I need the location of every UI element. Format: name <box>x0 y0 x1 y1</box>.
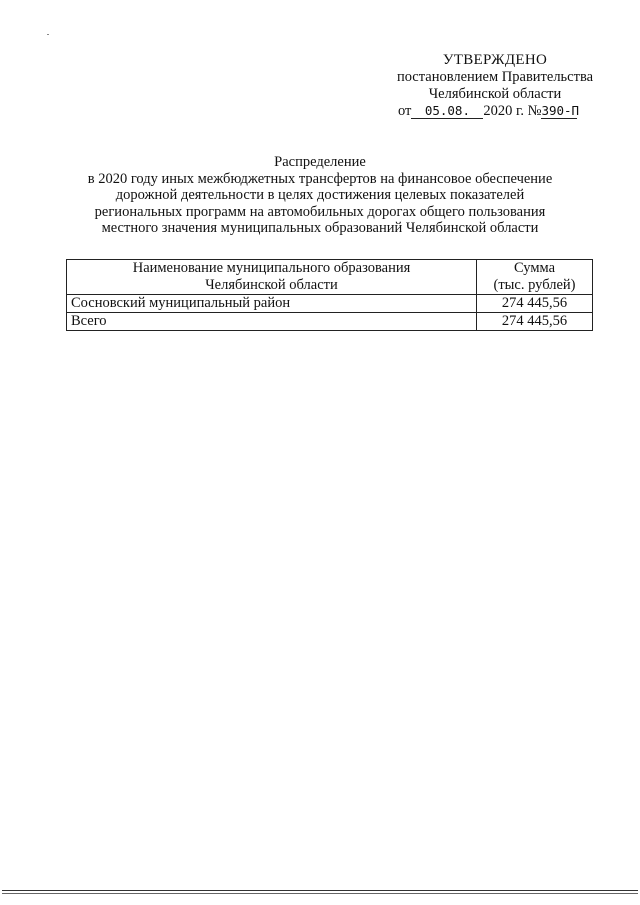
approval-line-government: постановлением Правительства <box>396 69 594 85</box>
scan-speck <box>47 34 49 35</box>
heading-line-4: региональных программ на автомобильных дорогах общего пользования <box>94 203 546 220</box>
column-header-municipality-line1: Наименование муниципального образования <box>132 260 411 276</box>
column-header-sum-line2: (тыс. рублей) <box>493 277 576 293</box>
total-label: Всего <box>67 313 477 331</box>
row-sum-value: 274 445,56 <box>477 295 593 313</box>
heading-line-1: Распределение <box>274 154 366 170</box>
column-header-municipality-line2: Челябинской области <box>205 277 338 293</box>
column-header-municipality <box>67 260 477 295</box>
table-header-row <box>67 260 593 295</box>
heading-line-2: в 2020 году иных межбюджетных трансфертов на финансовое обеспечение <box>87 170 553 187</box>
year-number-label: 2020 г. № <box>483 103 542 119</box>
column-header-sum <box>477 260 593 295</box>
table-row-total <box>67 313 593 331</box>
from-label: от <box>398 103 412 119</box>
heading-line-3: дорожной деятельности в целях достижения целевых показателей <box>115 187 525 203</box>
row-municipality-name: Сосновский муниципальный район <box>67 295 477 313</box>
number-field: 390-П <box>541 103 580 118</box>
document-heading <box>60 154 580 237</box>
column-header-sum-line1: Сумма <box>513 260 556 276</box>
distribution-table <box>66 259 593 331</box>
approval-line-region: Челябинской области <box>428 86 562 102</box>
approval-title: УТВЕРЖДЕНО <box>442 52 548 68</box>
total-sum-value: 274 445,56 <box>477 313 593 331</box>
footer-rule-secondary <box>2 893 638 894</box>
approval-stamp-block <box>380 52 610 120</box>
heading-line-5: местного значения муниципальных образований Челябинской области <box>101 220 539 236</box>
table-row <box>67 295 593 313</box>
date-field: 05.08. <box>411 104 483 119</box>
footer-rule <box>2 890 638 891</box>
approval-date-line <box>380 103 610 120</box>
